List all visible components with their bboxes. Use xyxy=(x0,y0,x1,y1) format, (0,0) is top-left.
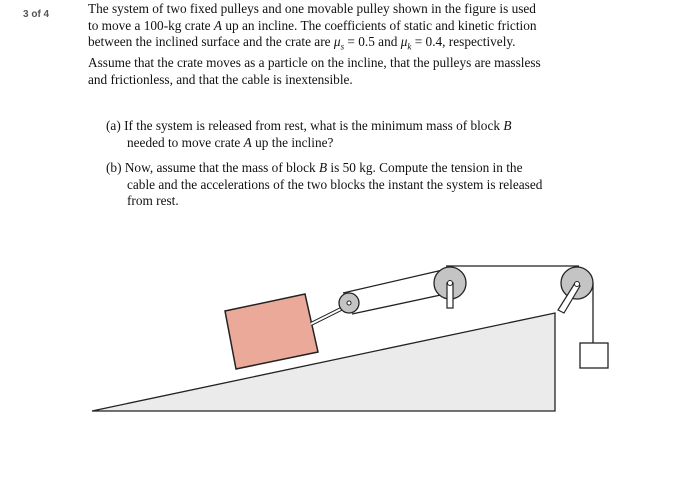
crate-a xyxy=(225,294,318,369)
part-a-line-1: (a) If the system is released from rest, what is the minimum mass of block B xyxy=(106,118,512,133)
part-b-line-1: (b) Now, assume that the mass of block B is 50 kg. Compute the tension in the xyxy=(106,160,523,175)
pulley-link-inner xyxy=(311,307,345,324)
cable-upper xyxy=(343,269,447,293)
page-indicator: 3 of 4 xyxy=(23,9,50,20)
intro-line-3: between the inclined surface and the crate are $\mu_s = 0.5$ and $\mu_k = 0.4$, respectively. xyxy=(88,34,516,52)
block-b xyxy=(580,343,608,368)
movable-pulley xyxy=(339,293,359,313)
intro-line-5: and frictionless, and that the cable is inextensible. xyxy=(88,72,353,88)
intro-line-2: to move a 100-kg crate A up an incline. The coefficients of static and kinetic friction xyxy=(88,17,537,33)
crate-symbol: A xyxy=(213,17,223,33)
part-a-line-2: needed to move crate A up the incline? xyxy=(127,134,334,150)
part-b-line-2: cable and the accelerations of the two blocks the instant the system is released xyxy=(127,176,543,192)
intro-line-1: The system of two fixed pulleys and one movable pulley shown in the figure is used xyxy=(88,1,536,16)
intro-line-4: Assume that the crate moves as a particle on the incline, that the pulleys are massless xyxy=(88,55,541,71)
cable-lower xyxy=(352,293,450,314)
fixed-pulley-2 xyxy=(558,267,593,313)
part-b-line-3: from rest. xyxy=(127,193,179,209)
fixed-pulley-1 xyxy=(434,267,466,308)
incline xyxy=(92,313,555,411)
